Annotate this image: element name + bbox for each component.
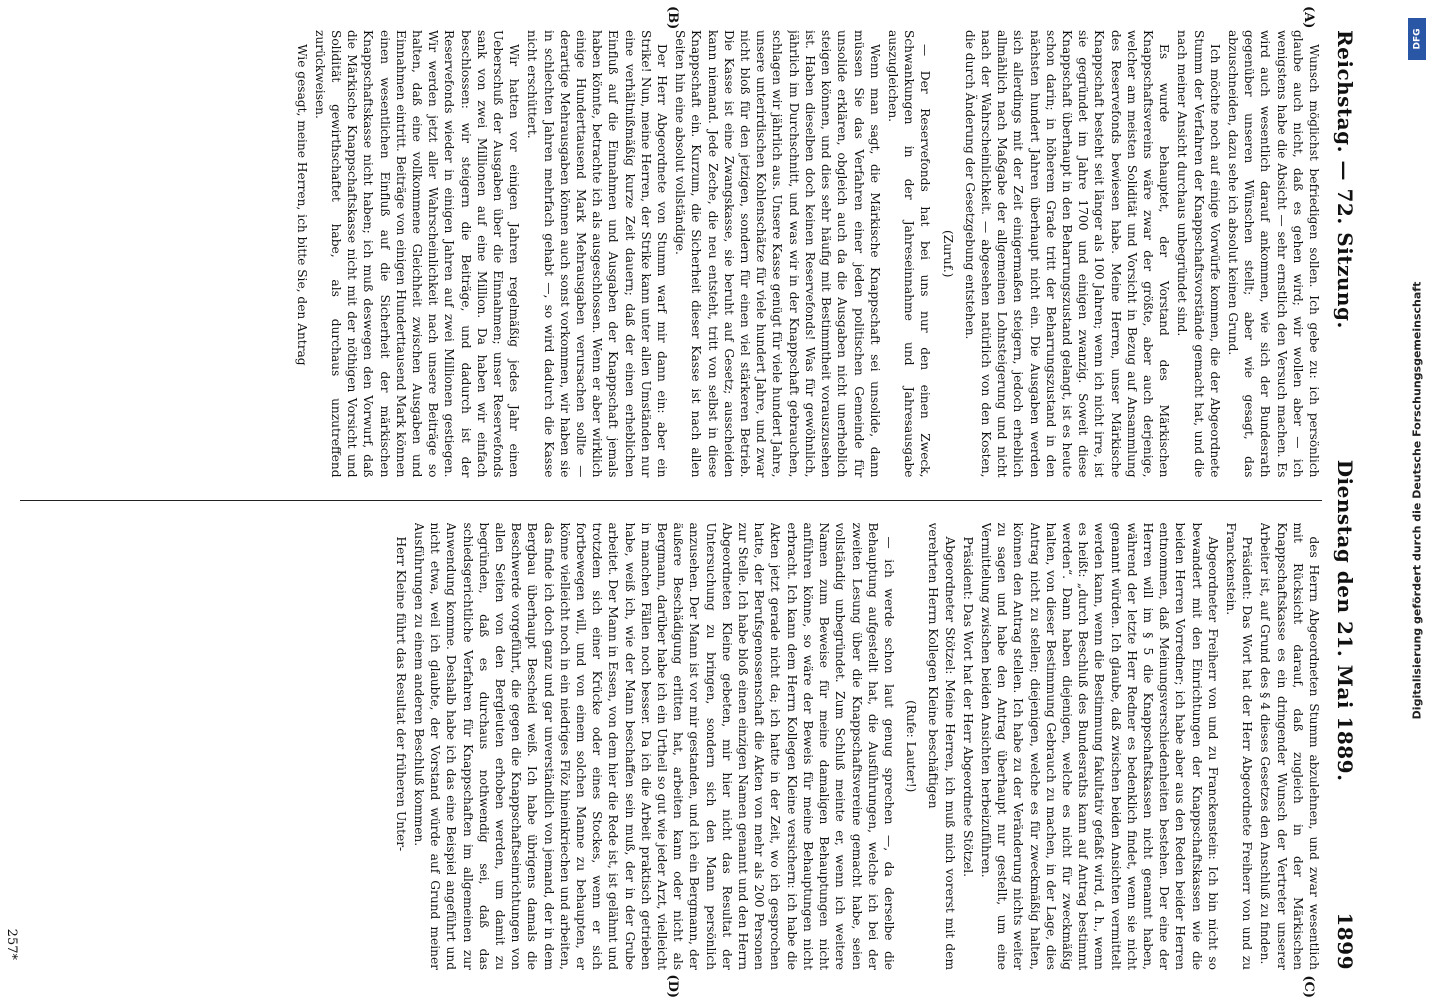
running-title-date: Dienstag den 21. Mai 1889. <box>1333 459 1357 782</box>
paragraph: Wie gesagt, meine Herren, ich bitte Sie, den Antrag <box>294 44 309 366</box>
page-header <box>1328 30 1362 970</box>
digitization-notice-text: Digitalisierung gefördert durch die Deutsche Forschungsgemeinschaft <box>1410 281 1424 719</box>
paragraph: Wenn man sagt, die Märkische Knappschaft sei unsolide, dann müssen Sie das Verfahren einer jeden politischen Gemeinde für unsolide erklären, obgleich auch da die Ausgaben nicht unerheblich steigen können, und dies sehr häufig mit Bestimmtheit vorauszusehen ist. Haben dieselben doch keinen Reservefonds! Was für gewöhnlich, jährlich im Durchschnitt, und was wir in der Knappschaft gebrauchen, schlagen wir jährlich aus. Unsere Kasse genügt für viele hundert Jahre, unsere unterirdischen Kohlenschätze für viele hundert Jahre, und zwar nicht bloß für den jetzigen, sondern für einen viel stärkeren Betrieb. Die Kasse ist eine Zwangskasse, sie beruht auf Gesetz; ausscheiden kann niemand. Jede Zeche, die neu entsteht, tritt von selbst in diese Knappschaft ein. Kurzum, die Sicherheit dieser Kasse ist nach allen Seiten hin eine absolut vollständige. <box>673 30 882 478</box>
paragraph: Wir hatten vor einigen Jahren regelmäßig jedes Jahr einen Ueberschuß der Ausgaben über die Einnahmen; unser Reservefonds sank von zwei Millionen auf eine Million. Da haben wir einfach beschlossen: wir steigern die Beiträge, und dadurch ist der Reservefonds wieder in einigen Jahren auf zwei Millionen gestiegen. Wir werden jetzt aller Wahrscheinlichkeit nach unsere Beiträge so halten, daß eine vollkommene Gleichheit zwischen Ausgaben und Einnahmen eintritt. Beiträge von einigen Hunderttausend Mark können einen wesentlichen Einfluß auf die Sicherheit der märkischen Knappschaftskasse nicht haben; ich muß deswegen den Vorwurf, daß die Märkische Knappschaftskasse nicht mit der nöthigen Vorsicht und Solidität gewirthschaftet habe, als durchaus unzutreffend zurückweisen. <box>312 30 522 478</box>
left-column <box>20 30 1322 478</box>
signature-mark: 257* <box>4 928 19 960</box>
paragraph: Es wurde behauptet, der Vorstand des Märkischen Knappschaftsvereins wäre zwar der größte, aber auch derjenige, welcher am meisten Solidität und Vorsicht in Bezug auf Ansammlung des Reservefonds bewiesen habe. Meine Herren, unser Märkische Knappschaft besteht seit länger als 100 Jahren; wenn ich nicht irre, ist sie gegründet im Jahre 1700 und einigen zwanzig. Soweit diese Knappschaft überhaupt in den Beharrungszustand gelangt, ist es heute schon darin; in höherem Grade tritt der Beharrungszustand in den nächsten hundert Jahren überhaupt nicht ein. Die Ausgaben werden sich allerdings mit der Zeit einigermaßen steigern, jedoch erheblich allmählich nach Maßgabe der allgemeinen Lohnsteigerung und nicht nach der Wahrscheinlichkeit. — abgesehen natürlich von den Kosten, die durch Änderung der Gesetzgebung entstehen. <box>962 30 1172 478</box>
page-number: 1899 <box>1333 912 1357 970</box>
paragraph: Ich möchte noch auf einige Vorwürfe kommen, die der Abgeordnete Stumm der Verfahren der Knappschaftsvorstände gemacht hat, und die nach meiner Ansicht durchaus unbegründet sind. <box>1175 30 1222 478</box>
paragraph: Herr Kleine führt das Resultat der früheren Unter- <box>393 536 408 852</box>
paragraph: Präsident: Das Wort hat der Herr Abgeordnete Freiherr von und zu Franckenstein. <box>1223 522 1255 970</box>
right-column <box>20 523 1322 971</box>
paragraph: des Herrn Abgeordneten Stumm abzulehnen, und zwar wesentlich mit Rücksicht darauf, daß zugleich in der Märkischen Knappschaftskasse es ein dringender Wunsch der Vertreter unserer Arbeiter ist, auf Grund des § 4 dieses Gesetzes den Anschluß zu finden. <box>1258 522 1321 970</box>
paragraph: Der Herr Abgeordnete von Stumm warf mir dann ein: aber ein Strike! Nun, meine Herren, der Strike kann unter allen Umständen nur eine verhältnißmäßig kurze Zeit dauern; daß der einen erheblichen Einfluß auf die Einnahmen und Ausgaben der Knappschaft jemals haben könnte, betrachte ich als ausgeschlossen. Wenn er aber wirklich einige Hunderttausend Mark Mehrausgaben verursachen sollte — derartige Mehrausgaben können auch sonst vorkommen, wir haben sie in schlechten Jahren mehrfach gehabt —, so wird dadurch die Kasse nicht erschüttert. <box>525 30 670 478</box>
paragraph: Abgeordneter Freiherr von und zu Franckenstein: Ich bin nicht so bewandert mit den Einrichtungen der Knappschaftskassen wie die beiden Herren Vorredner; ich habe aber aus den Reden beider Herren entnommen, daß Meinungsverschiedenheiten bestehen. Der eine der Herren will im § 5 die Knappschaftskassen nicht genannt haben, während der letzte Herr Redner es bedenklich findet, wenn sie nicht genannt würden. Ich glaube, daß zwischen beiden Ansichten vermittelt werden kann, wenn die Bestimmung fakultativ gefaßt wird, d. h., wenn es heißt: „durch Beschluß des Bundesraths kann auf Antrag bestimmt werden“. Dann haben diejenigen, welche es nicht für zweckmäßig halten, von dieser Bestimmung Gebrauch zu machen, in der Lage, dies Antrag nicht zu stellen; diejenigen, welche es für zweckmäßig halten, können den Antrag stellen. Ich habe zu der Veränderung nichts weiter zu sagen und habe den Antrag überhaupt nur gestellt, um eine Vermittelung zwischen beiden Ansichten herbeizuführen. <box>978 522 1220 970</box>
column-divider <box>20 500 1322 501</box>
paragraph: (Zuruf.) <box>940 230 955 278</box>
digitization-notice <box>1402 0 1432 1000</box>
text-columns <box>20 30 1322 970</box>
dfg-logo: DFG <box>1408 18 1426 60</box>
paragraph: Präsident: Das Wort hat der Herr Abgeordnete Stötzel. <box>960 536 975 877</box>
paragraph: Abgeordneter Stötzel: Meine Herren, ich muß mich vorerst mit dem verehrten Herrn Kollegen Kleine beschäftigen <box>926 522 957 970</box>
paragraph: Wunsch möglichst befriedigen sollen. Ich gebe zu: ich persönlich glaube auch nicht, daß es gehen wird; wir wollen aber — ich wenigstens habe die Absicht — sehr ernstlich den Versuch machen. Es wird auch wesentlich darauf ankommen, wie sich der Bundesrath gegenüber unseren Wünschen stellt; aber wie gesagt, das abzuschneiden, dazu sehe ich absolut keinen Grund. <box>1225 30 1321 478</box>
running-title-left: Reichstag. — 72. Sitzung. <box>1333 30 1357 329</box>
margin-mark-d: (D) <box>665 974 680 998</box>
margin-mark-a: (A) <box>1301 6 1316 29</box>
margin-mark-c: (C) <box>1301 975 1316 998</box>
paragraph: — Der Reservefonds hat bei uns nur den einen Zweck, Schwankungen in der Jahreseinnahme und Jahresausgabe auszugleichen. <box>885 30 933 478</box>
paragraph: (Rufe: Lauter!) <box>904 700 919 793</box>
margin-mark-b: (B) <box>665 6 680 30</box>
paragraph: — ich werde schon laut genug sprechen —, da derselbe die Behauptung aufgestellt hat, die Ausführungen, welche ich bei der zweiten Lesung über die Knappschaftsvereine gemacht habe, seien vollständig unbegründet. Zum Schluß meinte er, wenn ich weitere Namen zum Beweise für meine damaligen Behauptungen nicht anführen könne, so wäre der Beweis für meine Behauptungen nicht erbracht. Ich kann dem Herrn Kollegen Kleine versichern: ich habe die Akten jetzt gerade nicht da; ich hatte in der Zeit, wo ich gesprochen hatte, der Berufsgenossenschaft die Akten von mehr als 200 Personen zur Stelle. Ich habe bloß einen einzigen Namen genannt und den Herrn Abgeordneten Kleine gebeten, mir hier nicht das Resultat der Untersuchung zu bringen, sondern sich den Mann persönlich anzusehen. Der Mann ist vor mir gestanden, und ich ein Bergmann, der äußere Beschädigung erlitten hat, arbeiten kann oder nicht als Bergmann, darüber habe ich ein Urtheil so gut wie jeder Arzt, vielleicht in manchen Fällen noch besser. Da ich die Arbeit praktisch getrieben habe, weiß ich, wie der Mann beschaffen sein muß, der in der Grube arbeitet. Der Mann in Essen, von dem hier die Rede ist, ist gelähmt und trotzdem sich einer Krücke oder eines Stockes, wenn er sich fortbewegen will, und von einem solchen Manne zu behaupten, er könne vielleicht noch in ein niedriges Flöz hineinkriechen und arbeiten, das finde ich doch ganz und gar unverständlich von jemand, der in dem Bergbau überhaupt Bescheid weiß. Ich habe übrigens damals die Beschwerde vorgeführt, die gegen die Knappschaftseinrichtungen von allen Seiten von den Bergleuten erhoben werden, um damit zu begründen, daß es durchaus nothwendig sei, daß das schiedsgerichtliche Verfahren für Knappschaften im allgemeinen zur Anwendung komme. Deshalb habe ich das eine Beispiel angeführt und nicht etwa, weil ich glaubte, der Vorstand würde auf Grund meiner Ausführungen zu einem anderen Beschluß kommen. <box>412 522 896 970</box>
